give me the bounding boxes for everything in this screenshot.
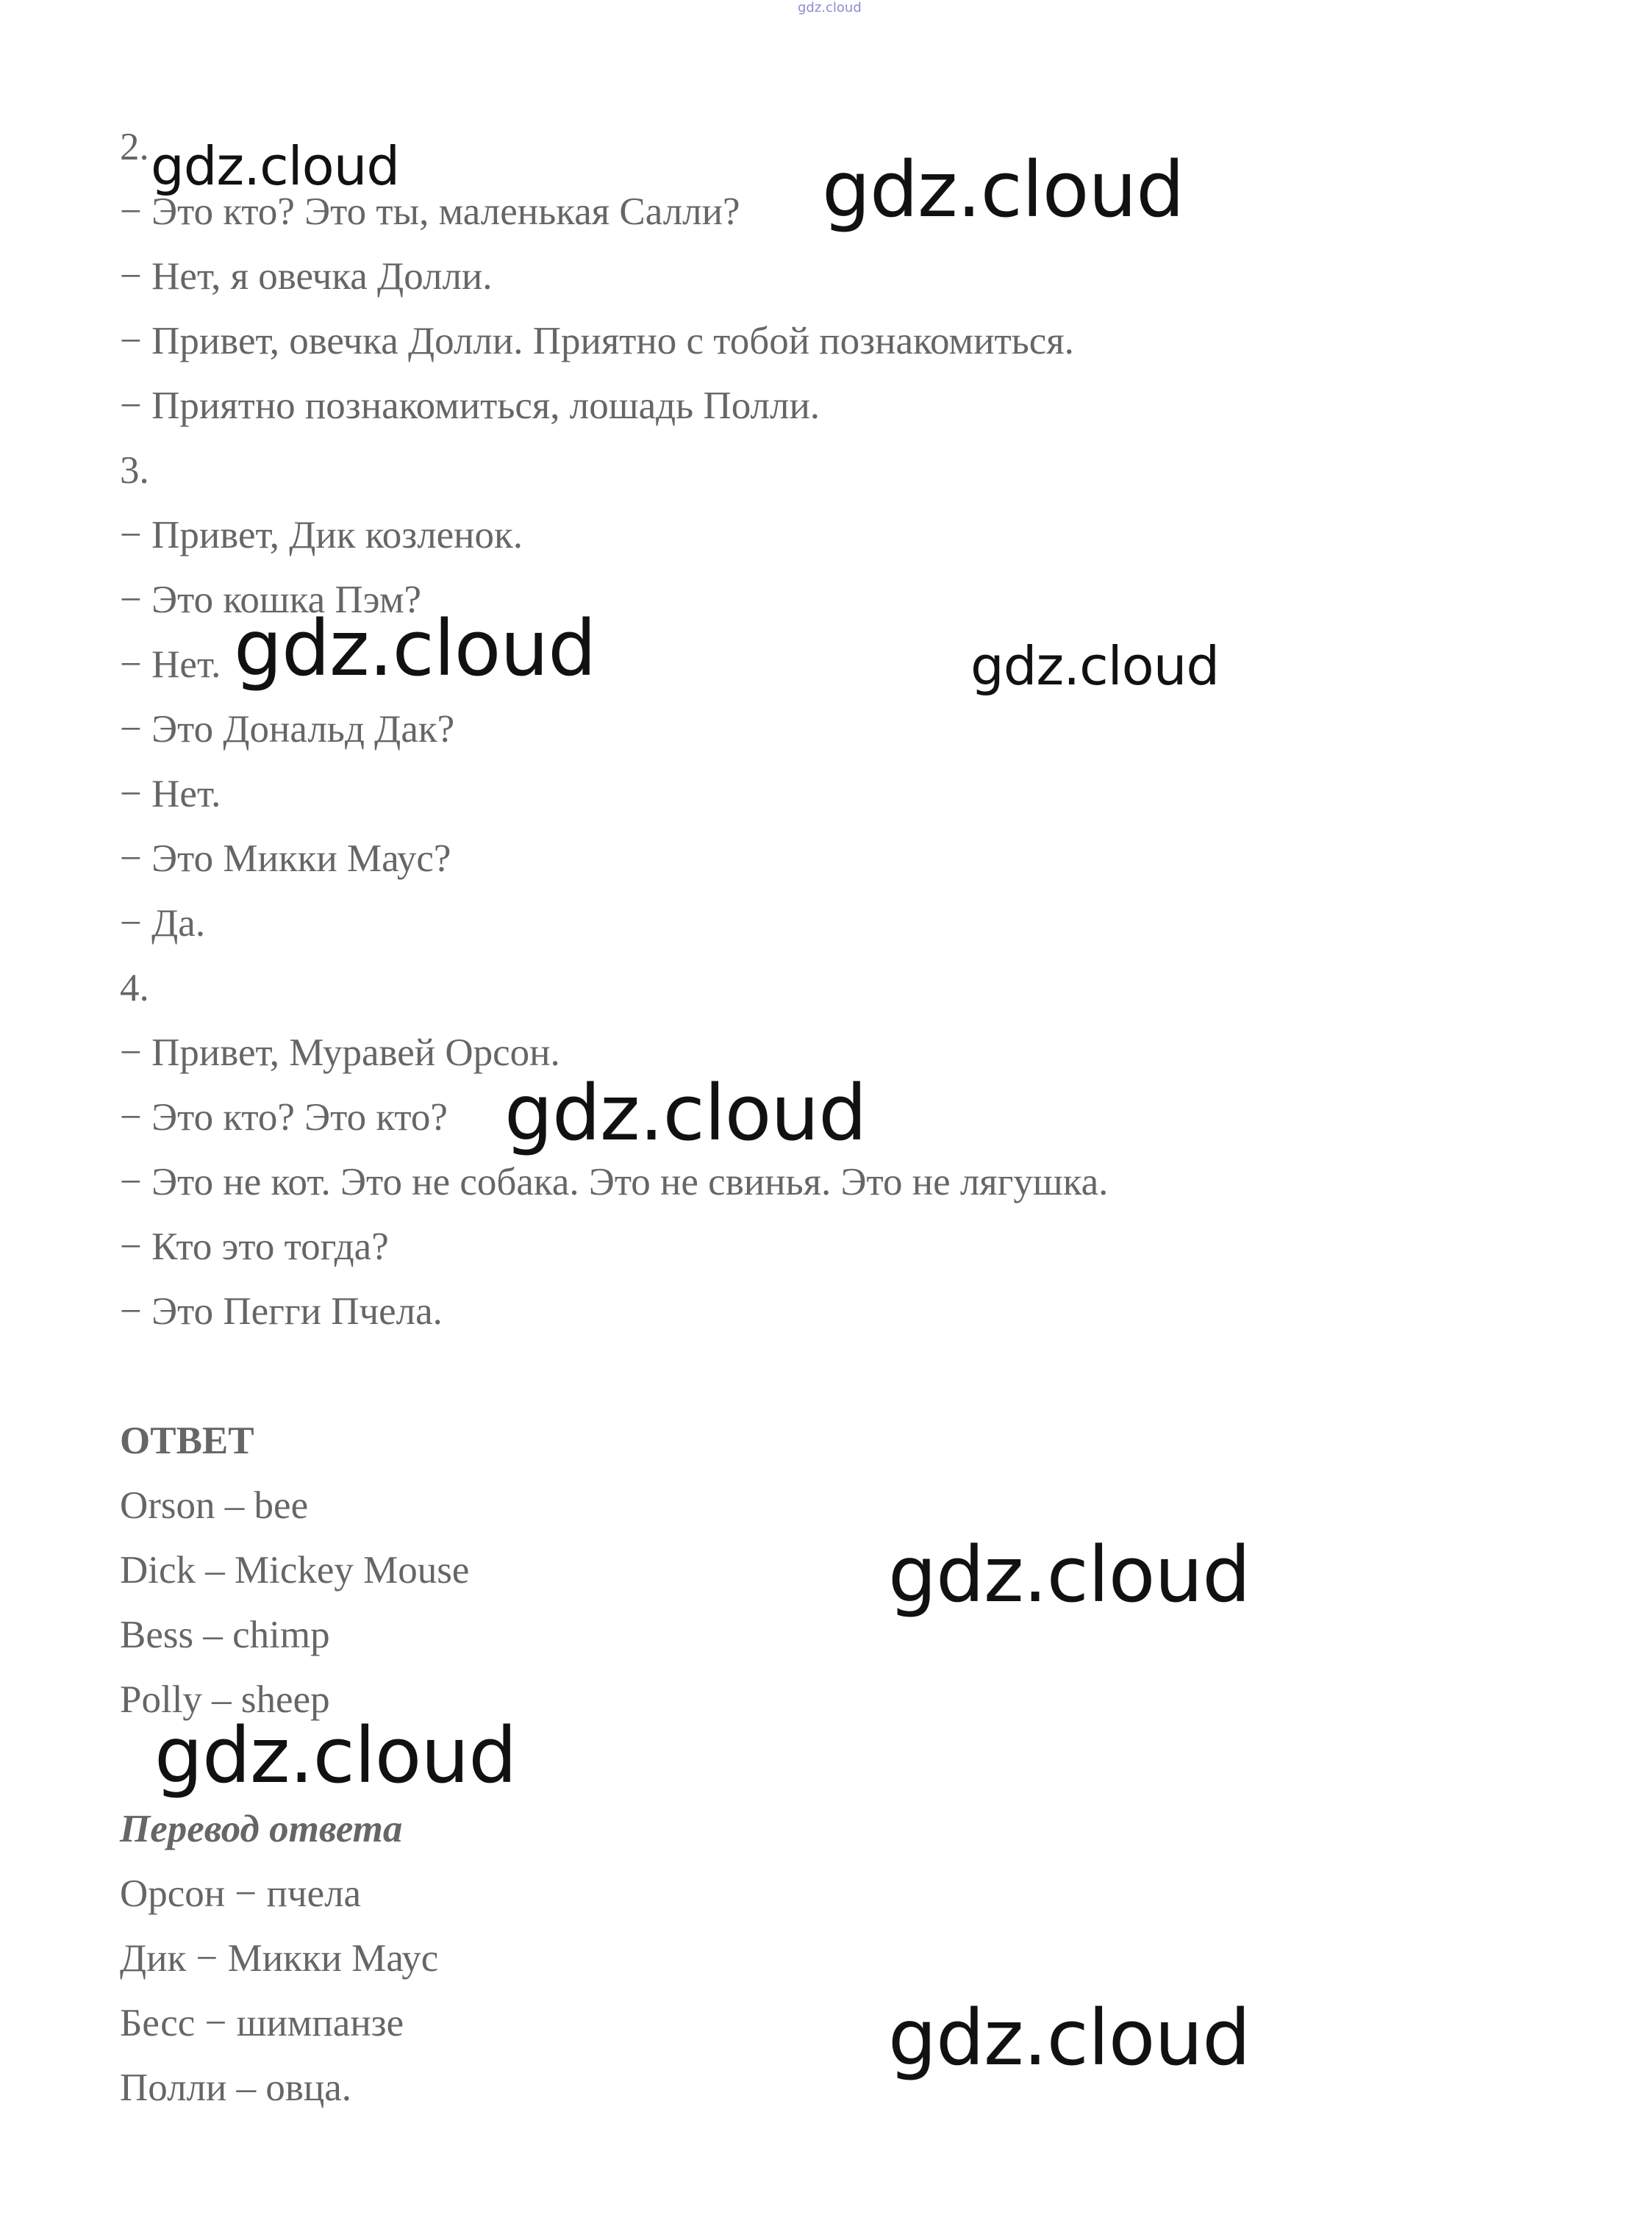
dialogue-line: − Да. <box>120 902 206 945</box>
watermark: gdz.cloud <box>151 135 400 197</box>
answer-heading: ОТВЕТ <box>120 1420 254 1462</box>
dialogue-number: 4. <box>120 967 149 1009</box>
dialogue-line: − Привет, Муравей Орсон. <box>120 1031 560 1074</box>
watermark: gdz.cloud <box>888 1993 1251 2083</box>
dialogue-line: − Привет, Дик козленок. <box>120 514 523 556</box>
dialogue-number: 2. <box>120 126 149 168</box>
dialogue-line: − Это кошка Пэм? <box>120 579 422 621</box>
dialogue-line: − Это Дональд Дак? <box>120 708 455 751</box>
watermark: gdz.cloud <box>888 1530 1251 1620</box>
watermark: gdz.cloud <box>504 1068 867 1158</box>
watermark: gdz.cloud <box>970 635 1220 697</box>
dialogue-line: − Это кто? Это кто? <box>120 1096 448 1139</box>
watermark: gdz.cloud <box>154 1711 517 1800</box>
translation-item: Полли – овца. <box>120 2066 351 2109</box>
dialogue-line: − Нет. <box>120 773 221 815</box>
translation-heading: Перевод ответа <box>120 1808 403 1850</box>
dialogue-line: − Нет. <box>120 643 221 686</box>
answer-item: Orson – bee <box>120 1484 309 1527</box>
dialogue-line: − Кто это тогда? <box>120 1225 389 1268</box>
dialogue-line: − Это Микки Маус? <box>120 837 451 880</box>
translation-item: Бесс − шимпанзе <box>120 2002 404 2044</box>
dialogue-line: − Привет, овечка Долли. Приятно с тобой познакомиться. <box>120 320 1074 362</box>
top-watermark: gdz.cloud <box>798 0 862 15</box>
dialogue-number: 3. <box>120 449 149 492</box>
dialogue-line: − Приятно познакомиться, лошадь Полли. <box>120 384 820 427</box>
translation-item: Орсон − пчела <box>120 1872 362 1915</box>
answer-item: Bess – chimp <box>120 1614 330 1656</box>
answer-item: Polly – sheep <box>120 1678 330 1721</box>
watermark: gdz.cloud <box>822 145 1184 235</box>
watermark: gdz.cloud <box>234 604 596 693</box>
dialogue-line: − Это Пегги Пчела. <box>120 1290 443 1333</box>
answer-item: Dick – Mickey Mouse <box>120 1549 470 1592</box>
dialogue-line: − Это не кот. Это не собака. Это не свинья. Это не лягушка. <box>120 1161 1109 1203</box>
translation-item: Дик − Микки Маус <box>120 1937 439 1980</box>
dialogue-line: − Это кто? Это ты, маленькая Салли? <box>120 190 740 233</box>
dialogue-line: − Нет, я овечка Долли. <box>120 255 493 298</box>
